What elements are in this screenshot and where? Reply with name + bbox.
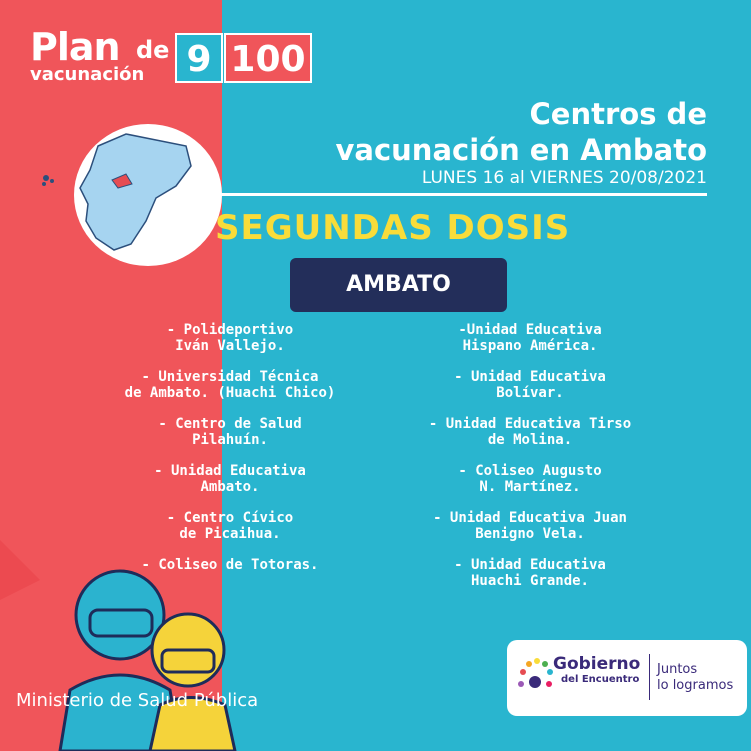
list-item [390,322,670,369]
gobierno-title: Gobierno [553,654,641,674]
list-item [390,369,670,416]
title-line-1: Centros de [529,97,707,131]
ecuador-map-icon [36,126,206,256]
plan-logo [30,25,170,85]
list-item-line: N. Martínez. [479,479,581,495]
list-item-line: - Centro de Salud [158,416,302,432]
title-line-2: vacunación en Ambato [335,133,707,167]
list-item-line: - Unidad Educativa Juan [433,510,627,526]
list-item-line: - Unidad Educativa [154,463,306,479]
page-title [335,96,707,168]
list-item-line: - Universidad Técnica [141,369,319,385]
logo-de-text: de [136,36,170,64]
list-item-line: Pilahuín. [192,432,268,448]
subtitle-segundas-dosis: SEGUNDAS DOSIS [215,208,571,248]
city-badge: AMBATO [290,258,507,312]
list-item [90,369,370,416]
gobierno-logo-box [507,640,747,716]
list-item-line: - Coliseo Augusto [458,463,602,479]
gobierno-logo-icon [515,652,555,702]
slogan [657,662,733,694]
slogan-line-1: Juntos [657,662,698,677]
list-item-line: Ambato. [200,479,260,495]
logo-divider [649,654,650,700]
ministerio-label: Ministerio de Salud Pública [16,690,259,711]
list-item-line: - Polideportivo [166,322,294,338]
list-item [90,463,370,510]
list-item-line: Benigno Vela. [475,526,585,542]
date-range: LUNES 16 al VIERNES 20/08/2021 [421,168,707,188]
list-item-line: Huachi Grande. [470,573,589,589]
list-item-line: - Unidad Educativa [454,369,606,385]
people-illustration-icon [0,540,260,751]
list-item [390,510,670,557]
list-item [390,557,670,604]
list-item-line: de Ambato. (Huachi Chico) [124,385,336,401]
list-item [90,322,370,369]
map-connector-line [170,193,707,196]
list-item-line: - Coliseo de Totoras. [141,557,319,573]
logo-vacunacion-text: vacunación [30,64,145,85]
list-item-line: Bolívar. [496,385,564,401]
list-item [90,416,370,463]
list-item-line: - Centro Cívico [166,510,294,526]
list-item-line: de Picaihua. [179,526,281,542]
right-centers-list [390,322,670,604]
list-item [390,416,670,463]
list-item [390,463,670,510]
logo-nine-box: 9 [175,33,223,83]
list-item-line: Hispano América. [462,338,598,354]
list-item-line: -Unidad Educativa [458,322,602,338]
logo-hundred-box: 100 [224,33,312,83]
list-item-line: de Molina. [487,432,573,448]
list-item-line: - Unidad Educativa Tirso [428,416,632,432]
slogan-line-2: lo logramos [657,678,734,693]
logo-plan-text: Plan [30,25,120,69]
gobierno-subtitle: del Encuentro [561,674,640,685]
list-item-line: Iván Vallejo. [175,338,285,354]
list-item-line: - Unidad Educativa [454,557,606,573]
